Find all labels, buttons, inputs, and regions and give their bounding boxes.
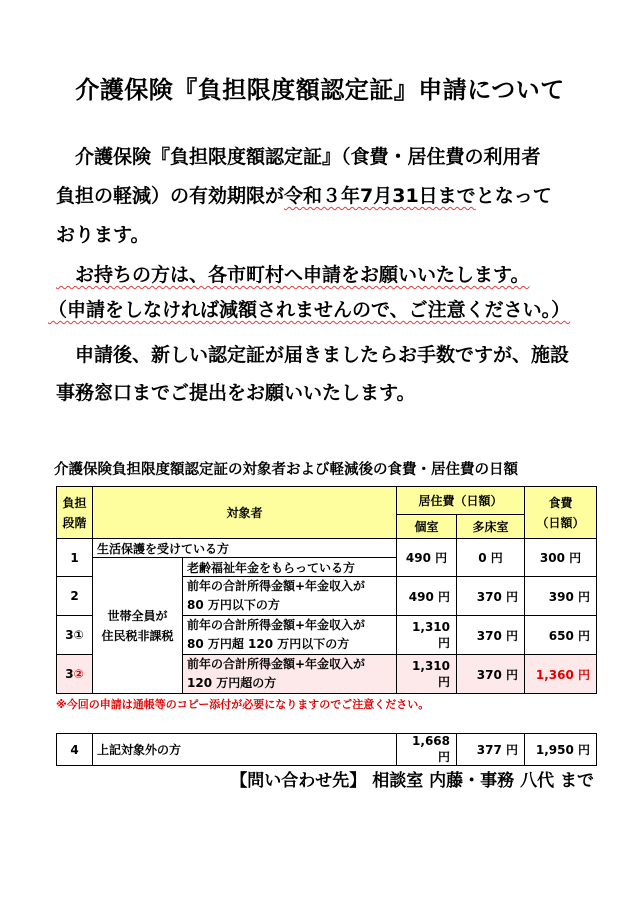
- contact-info: 【問い合わせ先】 相談室 内藤・事務 八代 まで: [230, 771, 594, 791]
- paragraph-line: 事務窓口までご提出をお願いいたします。: [56, 382, 416, 404]
- table-row: 世帯全員が 住民税非課税 老齢福祉年金をもらっている方: [57, 558, 597, 577]
- header-target: 対象者: [93, 487, 397, 539]
- table-row: 3① 前年の合計所得金額+年金収入が 80 万円超 120 万円以下の方 1,310 円 370 円 650 円: [57, 616, 597, 655]
- header-residence: 居住費（日額）: [397, 487, 525, 515]
- paragraph-line: 介護保険『負担限度額認定証』（食費・居住費の利用者: [56, 146, 541, 168]
- group-label: 世帯全員が 住民税非課税: [93, 558, 183, 694]
- table-row: 3② 前年の合計所得金額+年金収入が 120 万円超の方 1,310 円 370 円 1,360 円: [57, 655, 597, 694]
- paragraph-line: おります。: [56, 224, 150, 246]
- header-shared: 多床室: [457, 515, 525, 539]
- table-note: ※今回の申請は通帳等のコピー添付が必要になりますのでご注意ください。: [56, 698, 430, 711]
- table-row: 4 上記対象外の方 1,668 円 377 円 1,950 円: [57, 734, 597, 766]
- request-notice: お持ちの方は、各市町村へ申請をお願いいたします。: [56, 264, 530, 286]
- highlighted-date: 令和３年7月31日まで: [284, 185, 476, 207]
- table-row: 1 生活保護を受けている方 490 円 0 円 300 円: [57, 539, 597, 558]
- table-caption: 介護保険負担限度額認定証の対象者および軽減後の食費・居住費の日額: [54, 462, 518, 478]
- header-level: 負担 段階: [57, 487, 93, 539]
- header-private: 個室: [397, 515, 457, 539]
- caution-notice: （申請をしなければ減額されませんので、ご注意ください。）: [48, 299, 571, 321]
- cost-table: [56, 486, 597, 694]
- extra-table: [56, 733, 597, 766]
- page-title: 介護保険『負担限度額認定証』申請について: [75, 76, 565, 104]
- paragraph-line: [56, 260, 529, 287]
- paragraph-line: 負担の軽減）の有効期限が令和３年7月31日までとなって: [56, 185, 552, 207]
- header-food: 食費 （日額）: [525, 487, 597, 539]
- paragraph-line: [48, 295, 570, 322]
- paragraph-line: 申請後、新しい認定証が届きましたらお手数ですが、施設: [56, 344, 570, 366]
- table-row: 2 前年の合計所得金額+年金収入が 80 万円以下の方 490 円 370 円 390 円: [57, 577, 597, 616]
